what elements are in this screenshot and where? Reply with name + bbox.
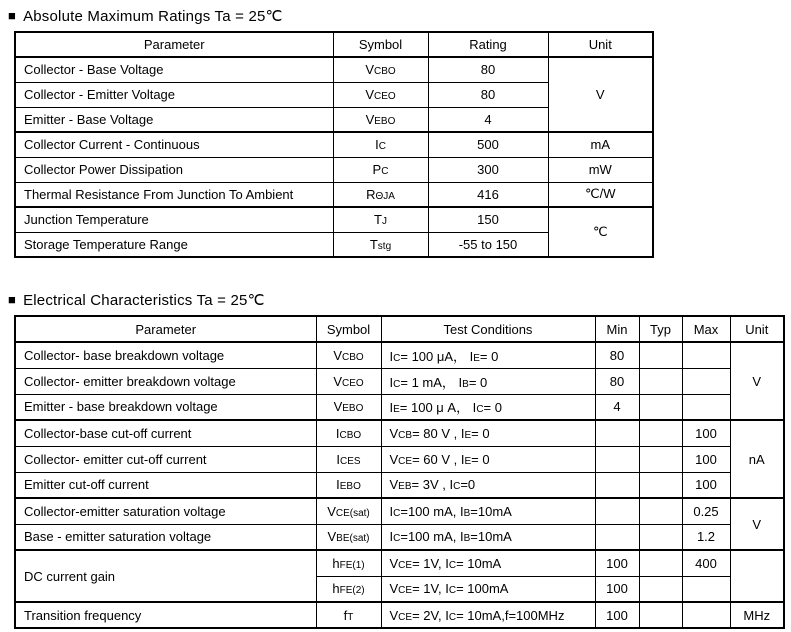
cell-symbol: Tstg xyxy=(333,232,428,257)
section-absolute-maximum-ratings xyxy=(0,0,791,258)
cell-parameter: Collector Power Dissipation xyxy=(15,157,333,182)
cell-typ xyxy=(639,550,682,576)
cell-parameter: Collector - Emitter Voltage xyxy=(15,82,333,107)
cell-rating: 80 xyxy=(428,82,548,107)
cell-rating: 4 xyxy=(428,107,548,132)
header-parameter: Parameter xyxy=(15,316,316,342)
cell-typ xyxy=(639,420,682,446)
cell-parameter: Storage Temperature Range xyxy=(15,232,333,257)
cell-symbol: PC xyxy=(333,157,428,182)
cell-parameter: Collector- emitter cut-off current xyxy=(15,446,316,472)
cell-symbol: ICES xyxy=(316,446,381,472)
cell-symbol: VEBO xyxy=(333,107,428,132)
header-max: Max xyxy=(682,316,730,342)
cell-unit: mA xyxy=(548,132,653,157)
cell-test-conditions: VCE= 2V, IC= 10mA,f=100MHz xyxy=(381,602,595,628)
cell-symbol: VBE(sat) xyxy=(316,524,381,550)
cell-typ xyxy=(639,342,682,368)
cell-symbol: VCE(sat) xyxy=(316,498,381,524)
cell-min xyxy=(595,446,639,472)
cell-unit: V xyxy=(548,57,653,132)
cell-rating: 500 xyxy=(428,132,548,157)
cell-symbol: TJ xyxy=(333,207,428,232)
cell-rating: 416 xyxy=(428,182,548,207)
cell-parameter: Collector-base cut-off current xyxy=(15,420,316,446)
cell-max xyxy=(682,576,730,602)
cell-typ xyxy=(639,368,682,394)
cell-symbol: IEBO xyxy=(316,472,381,498)
cell-max xyxy=(682,368,730,394)
cell-unit: V xyxy=(730,498,784,550)
cell-unit xyxy=(730,550,784,602)
cell-symbol: IC xyxy=(333,132,428,157)
cell-symbol: fT xyxy=(316,602,381,628)
cell-rating: 150 xyxy=(428,207,548,232)
cell-typ xyxy=(639,394,682,420)
header-symbol: Symbol xyxy=(316,316,381,342)
cell-min: 80 xyxy=(595,342,639,368)
cell-max: 400 xyxy=(682,550,730,576)
header-typ: Typ xyxy=(639,316,682,342)
cell-test-conditions: IC= 100 μA， IE= 0 xyxy=(381,342,595,368)
cell-test-conditions: VCE= 1V, IC= 100mA xyxy=(381,576,595,602)
cell-typ xyxy=(639,498,682,524)
section-bullet-icon: ■ xyxy=(8,8,17,23)
cell-test-conditions: VEB= 3V , IC=0 xyxy=(381,472,595,498)
cell-test-conditions: IE= 100 μ A， IC= 0 xyxy=(381,394,595,420)
cell-parameter: Emitter - base breakdown voltage xyxy=(15,394,316,420)
header-unit: Unit xyxy=(548,32,653,57)
cell-typ xyxy=(639,472,682,498)
cell-typ xyxy=(639,446,682,472)
section-title-text: Electrical Characteristics Ta = 25℃ xyxy=(23,292,265,309)
cell-unit: mW xyxy=(548,157,653,182)
cell-min: 4 xyxy=(595,394,639,420)
cell-min: 100 xyxy=(595,602,639,628)
cell-test-conditions: IC=100 mA, IB=10mA xyxy=(381,498,595,524)
cell-parameter: Emitter cut-off current xyxy=(15,472,316,498)
cell-max: 100 xyxy=(682,420,730,446)
cell-typ xyxy=(639,576,682,602)
cell-max xyxy=(682,342,730,368)
cell-symbol: hFE(2) xyxy=(316,576,381,602)
cell-min xyxy=(595,420,639,446)
cell-test-conditions: IC= 1 mA， IB= 0 xyxy=(381,368,595,394)
cell-typ xyxy=(639,602,682,628)
cell-symbol: hFE(1) xyxy=(316,550,381,576)
header-unit: Unit xyxy=(730,316,784,342)
cell-unit: nA xyxy=(730,420,784,498)
cell-parameter: Base - emitter saturation voltage xyxy=(15,524,316,550)
cell-symbol: VCBO xyxy=(333,57,428,82)
cell-parameter: Collector Current - Continuous xyxy=(15,132,333,157)
cell-test-conditions: IC=100 mA, IB=10mA xyxy=(381,524,595,550)
cell-parameter: Collector- emitter breakdown voltage xyxy=(15,368,316,394)
cell-unit: ℃ xyxy=(548,207,653,257)
cell-test-conditions: VCE= 60 V , IE= 0 xyxy=(381,446,595,472)
absolute-maximum-ratings-table xyxy=(14,31,654,258)
cell-max xyxy=(682,602,730,628)
cell-parameter: Collector - Base Voltage xyxy=(15,57,333,82)
cell-max: 100 xyxy=(682,472,730,498)
cell-min: 100 xyxy=(595,576,639,602)
cell-symbol: VCBO xyxy=(316,342,381,368)
cell-symbol: RΘJA xyxy=(333,182,428,207)
cell-parameter: Collector- base breakdown voltage xyxy=(15,342,316,368)
cell-parameter: DC current gain xyxy=(15,550,316,602)
cell-test-conditions: VCE= 1V, IC= 10mA xyxy=(381,550,595,576)
cell-parameter: Thermal Resistance From Junction To Ambient xyxy=(15,182,333,207)
cell-min: 100 xyxy=(595,550,639,576)
section-title-text: Absolute Maximum Ratings Ta = 25℃ xyxy=(23,8,283,25)
header-parameter: Parameter xyxy=(15,32,333,57)
header-test-conditions: Test Conditions xyxy=(381,316,595,342)
header-rating: Rating xyxy=(428,32,548,57)
cell-rating: 300 xyxy=(428,157,548,182)
header-symbol: Symbol xyxy=(333,32,428,57)
cell-max: 1.2 xyxy=(682,524,730,550)
cell-symbol: ICBO xyxy=(316,420,381,446)
cell-symbol: VCEO xyxy=(333,82,428,107)
cell-min xyxy=(595,472,639,498)
cell-parameter: Collector-emitter saturation voltage xyxy=(15,498,316,524)
section-bullet-icon: ■ xyxy=(8,292,17,307)
cell-max: 0.25 xyxy=(682,498,730,524)
cell-parameter: Junction Temperature xyxy=(15,207,333,232)
section-title xyxy=(8,291,791,309)
section-title xyxy=(8,7,791,25)
cell-unit: MHz xyxy=(730,602,784,628)
section-electrical-characteristics xyxy=(0,258,791,629)
cell-symbol: VCEO xyxy=(316,368,381,394)
cell-parameter: Transition frequency xyxy=(15,602,316,628)
cell-rating: 80 xyxy=(428,57,548,82)
cell-min xyxy=(595,524,639,550)
cell-min xyxy=(595,498,639,524)
cell-unit: ℃/W xyxy=(548,182,653,207)
cell-max: 100 xyxy=(682,446,730,472)
cell-typ xyxy=(639,524,682,550)
cell-rating: -55 to 150 xyxy=(428,232,548,257)
cell-max xyxy=(682,394,730,420)
cell-parameter: Emitter - Base Voltage xyxy=(15,107,333,132)
cell-test-conditions: VCB= 80 V , IE= 0 xyxy=(381,420,595,446)
header-min: Min xyxy=(595,316,639,342)
electrical-characteristics-table xyxy=(14,315,785,629)
cell-min: 80 xyxy=(595,368,639,394)
cell-symbol: VEBO xyxy=(316,394,381,420)
cell-unit: V xyxy=(730,342,784,420)
